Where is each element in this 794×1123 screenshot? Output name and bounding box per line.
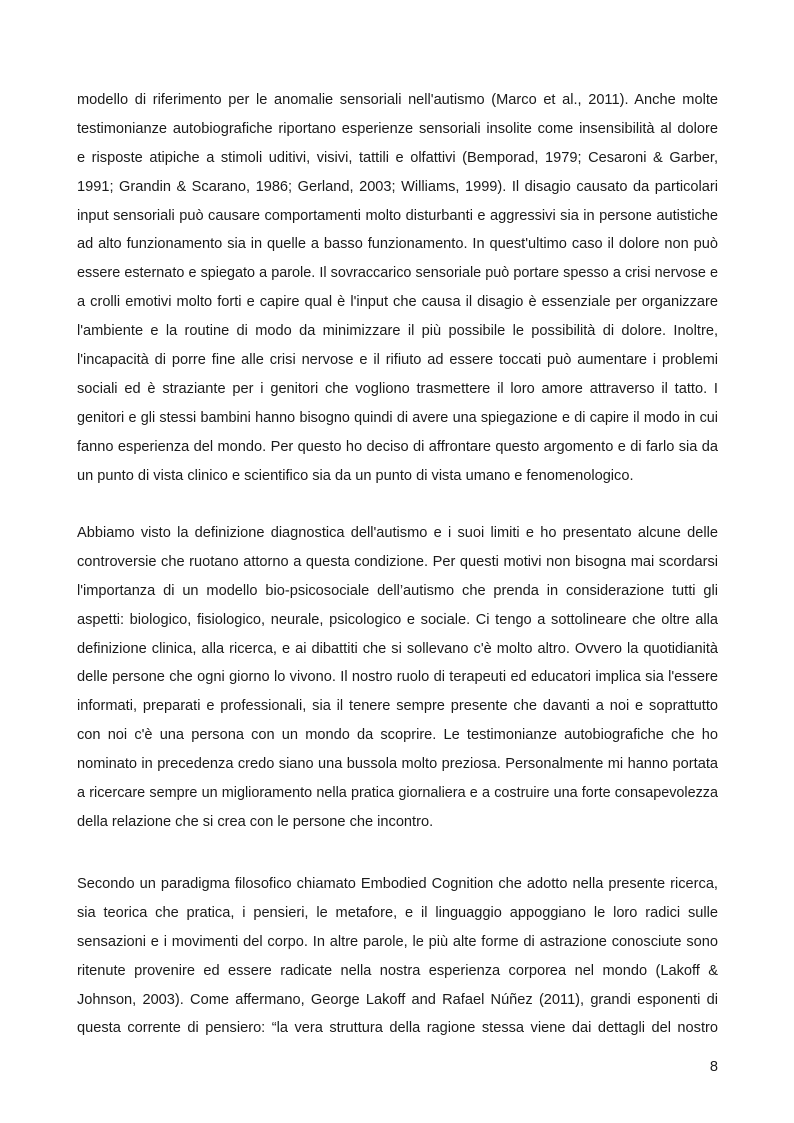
text-line: informati, preparati e professionali, sia il tenere sempre presente che davanti a noi e soprattutto (77, 698, 718, 715)
text-line: sociali ed è straziante per i genitori che vogliono trasmettere il loro amore attraverso il tatto. I (77, 380, 718, 397)
text-line: Abbiamo visto la definizione diagnostica dell'autismo e i suoi limiti e ho presentato alcune delle (77, 525, 718, 541)
text-line: l'ambiente e la routine di modo da minimizzare il più possibile le possibilità di dolore. Inoltre, (77, 323, 718, 340)
text-line: aspetti: biologico, fisiologico, neurale, psicologico e sociale. Ci tengo a sottolineare che oltre alla (77, 611, 718, 628)
text-line: a ricercare sempre un miglioramento nella pratica giornaliera e a costruire una forte consapevolezza (77, 785, 718, 802)
text-line: ritenute provenire ed essere radicate nella nostra esperienza corporea nel mondo (Lakoff & (77, 962, 718, 979)
text-line: Johnson, 2003). Come affermano, George Lakoff and Rafael Núñez (2011), grandi esponenti di (77, 991, 718, 1008)
text-line: della relazione che si crea con le persone che incontro. (77, 813, 434, 830)
text-line: input sensoriali può causare comportamenti molto disturbanti e aggressivi sia in persone autistiche (77, 207, 718, 224)
text-line: l'incapacità di porre fine alle crisi nervose e il rifiuto ad essere toccati può aumentare i problemi (77, 352, 718, 369)
text-line: essere esternato e spiegato a parole. Il sovraccarico sensoriale può portare spesso a crisi nervose e (77, 265, 718, 282)
text-line: nominato in precedenza credo siano una bussola molto preziosa. Personalmente mi hanno portata (77, 756, 718, 773)
text-line: definizione clinica, alla ricerca, e ai dibattiti che si sollevano c'è molto altro. Ovvero la quotidianità (77, 640, 718, 657)
text-line: modello di riferimento per le anomalie sensoriali nell'autismo (Marco et al., 2011). Anche molte (77, 92, 718, 108)
text-line: ad alto funzionamento sia in quelle a basso funzionamento. In quest'ultimo caso il dolore non può (77, 236, 718, 253)
text-line: sensazioni e i movimenti del corpo. In altre parole, le più alte forme di astrazione conosciute sono (77, 933, 718, 950)
text-line: questa corrente di pensiero: “la vera struttura della ragione stessa viene dai dettagli del nostro (77, 1020, 718, 1037)
paragraph-2 (77, 519, 718, 837)
text-line: l'importanza di un modello bio-psicosociale dell’autismo che prenda in considerazione tutti gli (77, 582, 718, 599)
text-line: sia teorica che pratica, i pensieri, le metafore, e il linguaggio appoggiano le loro radici sulle (77, 904, 718, 921)
paragraph-3 (77, 870, 718, 1043)
text-line: Secondo un paradigma filosofico chiamato Embodied Cognition che adotto nella presente ricerca, (77, 876, 718, 892)
text-line: genitori e gli stessi bambini hanno bisogno quindi di avere una spiegazione e di capire il modo in cui (77, 409, 718, 426)
text-line: a crolli emotivi molto forti e capire qual è l'input che causa il disagio è essenziale per organizzare (77, 294, 718, 311)
text-line: 1991; Grandin & Scarano, 1986; Gerland, 2003; Williams, 1999). Il disagio causato da particolari (77, 178, 718, 195)
text-line: controversie che ruotano attorno a questa condizione. Per questi motivi non bisogna mai scordarsi (77, 553, 718, 570)
text-line: con noi c'è una persona con un mondo da scoprire. Le testimonianze autobiografiche che ho (77, 727, 718, 744)
text-line: delle persone che ogni giorno lo vivono. Il nostro ruolo di terapeuti ed educatori implica sia l'essere (77, 669, 718, 686)
text-line: e risposte atipiche a stimoli uditivi, visivi, tattili e olfattivi (Bemporad, 1979; Cesaroni & Garber, (77, 149, 718, 166)
text-line: fanno esperienza del mondo. Per questo ho deciso di affrontare questo argomento e di farlo sia da (77, 438, 718, 455)
paragraph-1 (77, 86, 718, 490)
text-line: un punto di vista clinico e scientifico sia da un punto di vista umano e fenomenologico. (77, 467, 634, 484)
text-line: testimonianze autobiografiche riportano esperienze sensoriali insolite come insensibilità al dolore (77, 120, 718, 137)
page-number: 8 (709, 1059, 718, 1075)
